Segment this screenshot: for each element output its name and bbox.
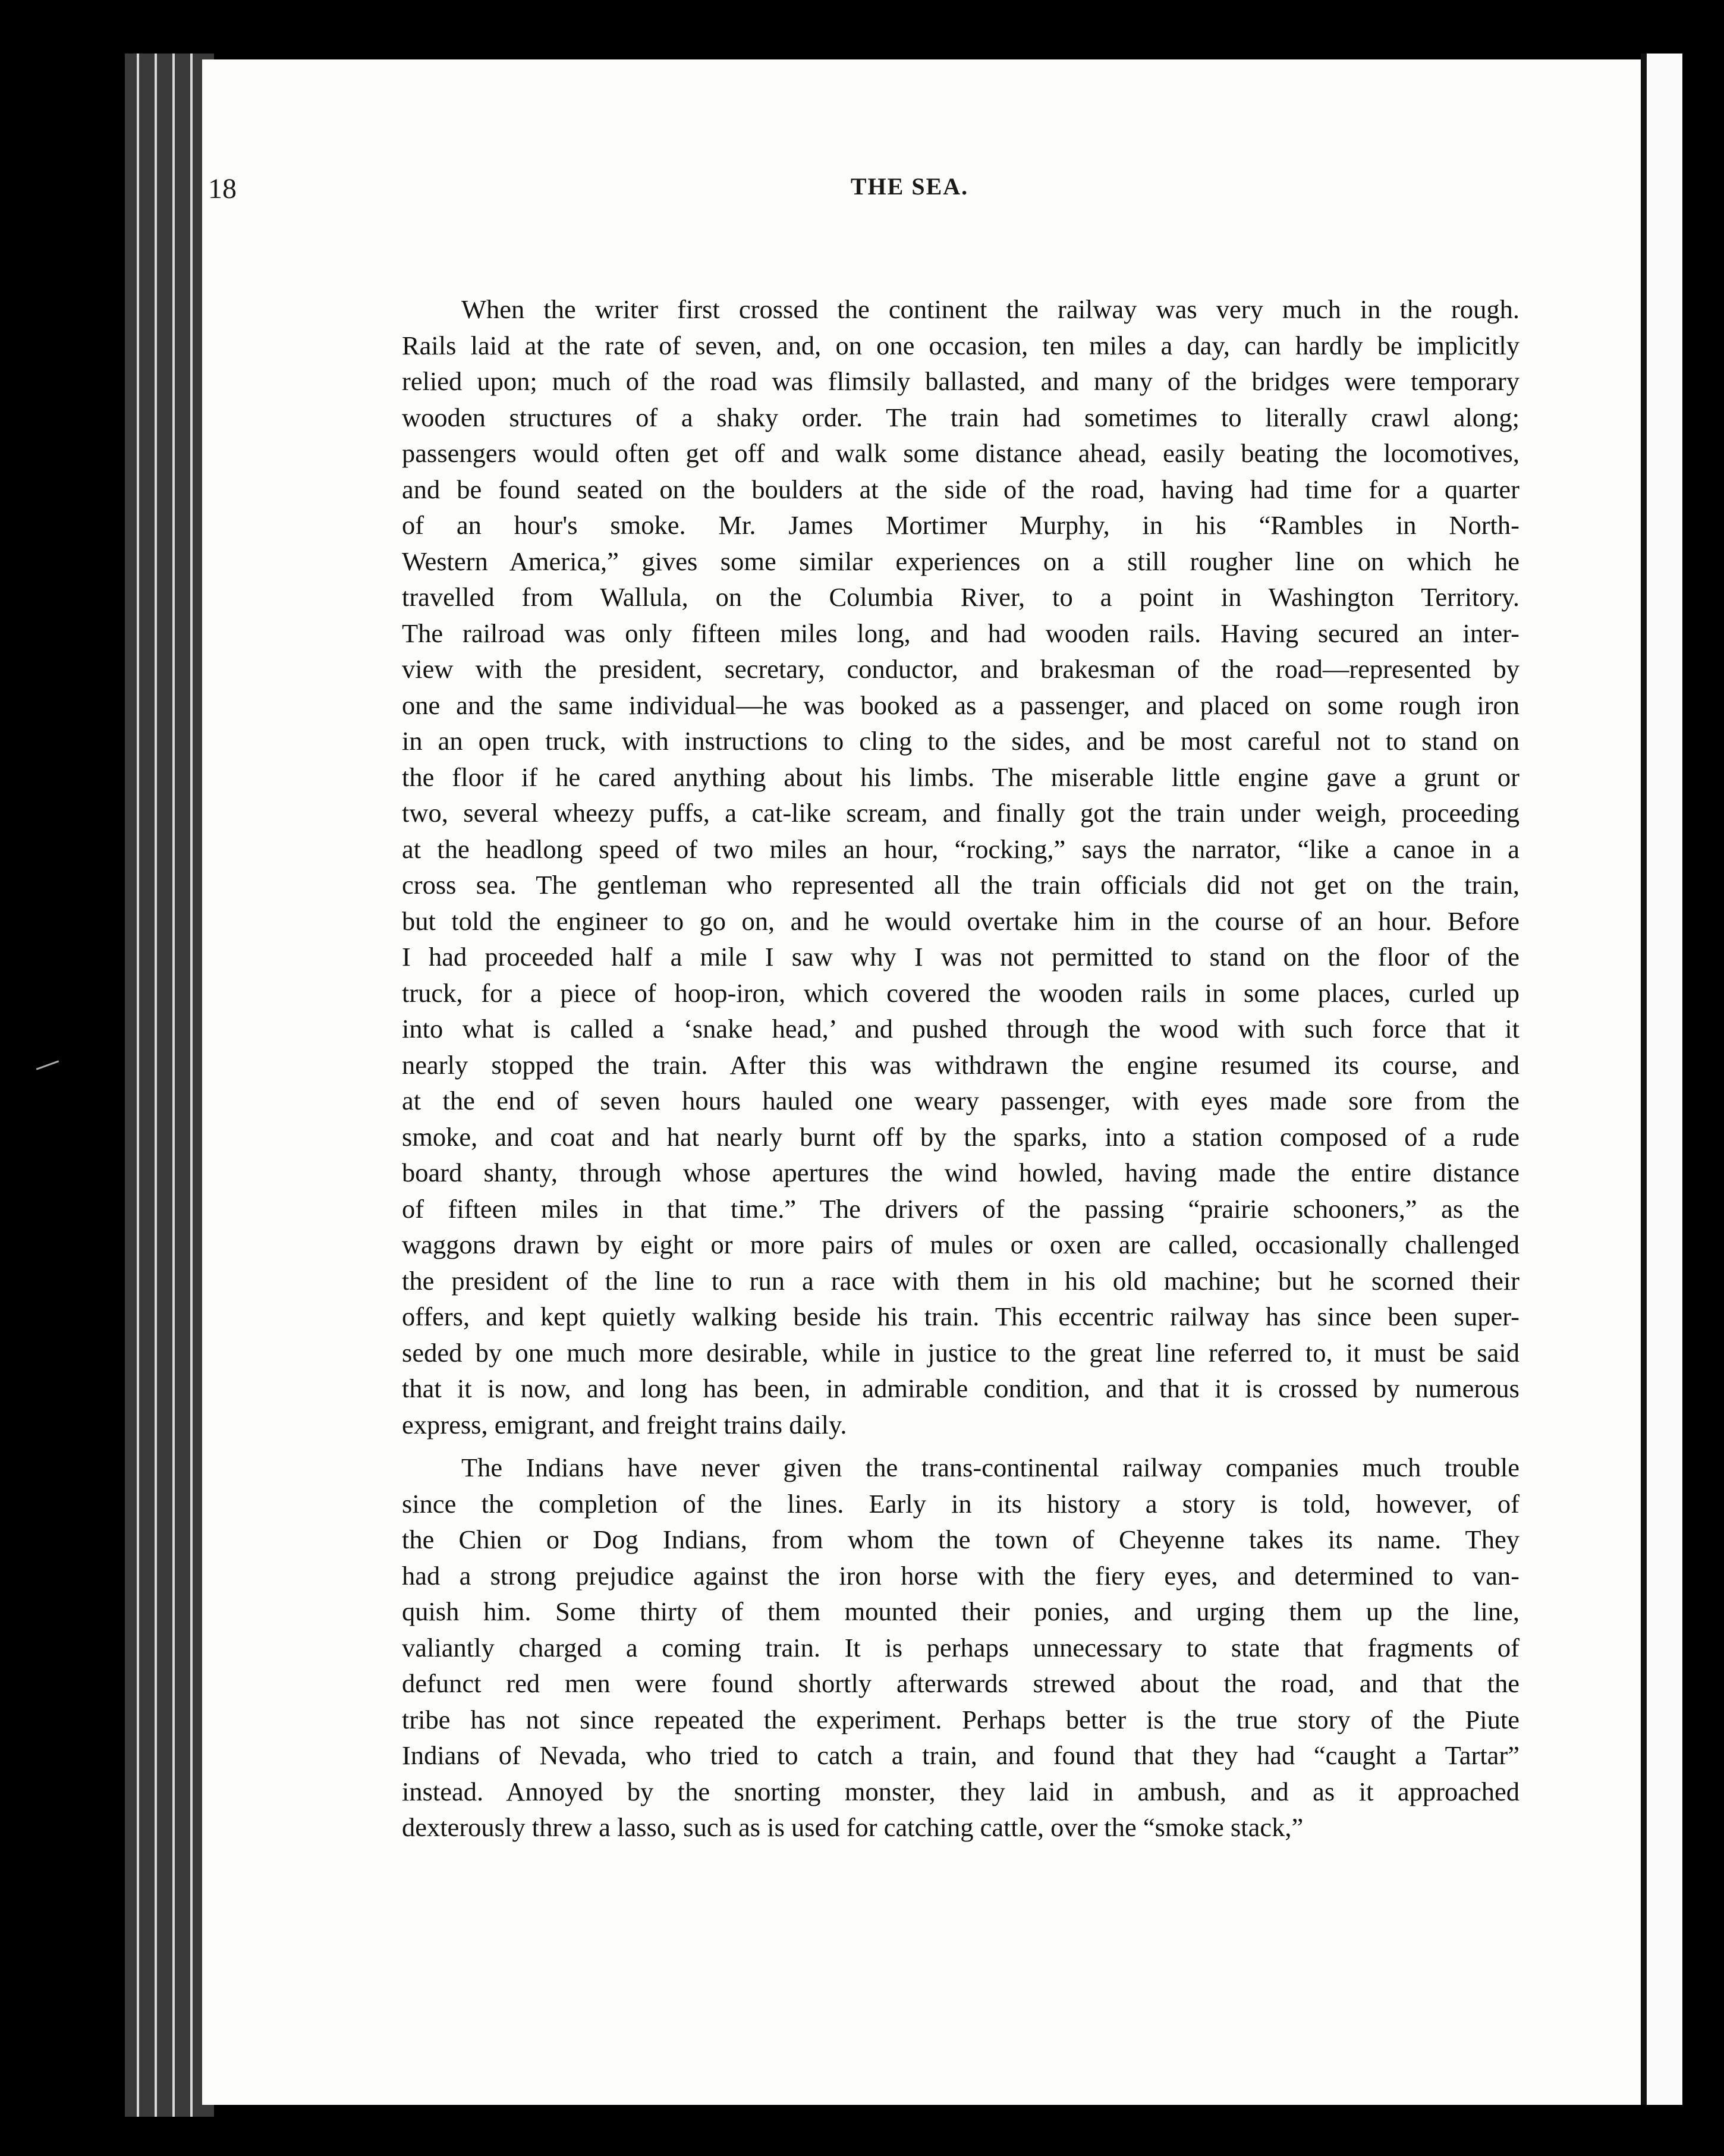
text-line: defunct red men were found shortly afterwards strewed about the road, and that the <box>402 1668 1519 1698</box>
text-line: offers, and kept quietly walking beside his train. This eccentric railway has since been super- <box>402 1302 1519 1331</box>
text-line: passengers would often get off and walk some distance ahead, easily beating the locomotives, <box>402 438 1519 468</box>
paragraph <box>402 1450 1519 1846</box>
body-text <box>402 291 1519 1846</box>
text-line: instead. Annoyed by the snorting monster, they laid in ambush, and as it approached <box>402 1776 1519 1806</box>
text-line: Indians of Nevada, who tried to catch a train, and found that they had “caught a Tartar” <box>402 1740 1519 1770</box>
page-edge-line <box>155 54 157 2117</box>
text-line: since the completion of the lines. Early in its history a story is told, however, of <box>402 1488 1519 1519</box>
text-line: tribe has not since repeated the experiment. Perhaps better is the true story of the Piute <box>402 1704 1519 1734</box>
text-line: but told the engineer to go on, and he would overtake him in the course of an hour. Before <box>402 906 1519 936</box>
text-line: and be found seated on the boulders at the side of the road, having had time for a quarter <box>402 474 1519 504</box>
text-line: the Chien or Dog Indians, from whom the town of Cheyenne takes its name. They <box>402 1525 1519 1554</box>
book-page-edges <box>125 54 214 2117</box>
text-line: travelled from Wallula, on the Columbia River, to a point in Washington Territory. <box>402 582 1519 612</box>
text-line: quish him. Some thirty of them mounted their ponies, and urging them up the line, <box>402 1596 1519 1626</box>
text-line: truck, for a piece of hoop-iron, which covered the wooden rails in some places, curled up <box>402 978 1519 1008</box>
page-edge-line <box>137 54 139 2117</box>
text-line: board shanty, through whose apertures the wind howled, having made the entire distance <box>402 1158 1519 1187</box>
text-line: two, several wheezy puffs, a cat-like scream, and finally got the train under weigh, proceeding <box>402 798 1519 828</box>
text-line: of fifteen miles in that time.” The drivers of the passing “prairie schooners,” as the <box>402 1193 1519 1224</box>
text-line: of an hour's smoke. Mr. James Mortimer Murphy, in his “Rambles in North- <box>402 510 1519 540</box>
running-title: THE SEA. <box>850 173 969 200</box>
text-line: valiantly charged a coming train. It is perhaps unnecessary to state that fragments of <box>402 1632 1519 1662</box>
text-line: the president of the line to run a race with them in his old machine; but he scorned their <box>402 1265 1519 1296</box>
text-line: express, emigrant, and freight trains daily. <box>402 1409 847 1440</box>
text-line: had a strong prejudice against the iron horse with the fiery eyes, and determined to van- <box>402 1560 1519 1591</box>
text-line: I had proceeded half a mile I saw why I was not permitted to stand on the floor of the <box>402 942 1519 972</box>
page-header <box>208 172 1397 214</box>
page-number: 18 <box>208 173 237 205</box>
facing-page-edge <box>1641 54 1682 2105</box>
text-line: smoke, and coat and hat nearly burnt off by the sparks, into a station composed of a rude <box>402 1121 1519 1152</box>
page-edge-line <box>190 54 193 2117</box>
text-line: dexterously threw a lasso, such as is used for catching cattle, over the “smoke stack,” <box>402 1812 1304 1842</box>
text-line: Rails laid at the rate of seven, and, on one occasion, ten miles a day, can hardly be implicitly <box>402 330 1519 360</box>
text-line: waggons drawn by eight or more pairs of mules or oxen are called, occasionally challenged <box>402 1230 1519 1259</box>
text-line: the floor if he cared anything about his limbs. The miserable little engine gave a grunt or <box>402 762 1519 792</box>
text-line: Western America,” gives some similar experiences on a still rougher line on which he <box>402 546 1519 576</box>
text-line: wooden structures of a shaky order. The train had sometimes to literally crawl along; <box>402 402 1519 432</box>
text-line: at the end of seven hours hauled one weary passenger, with eyes made sore from the <box>402 1086 1519 1115</box>
paragraph <box>402 291 1519 1442</box>
text-line: view with the president, secretary, conductor, and brakesman of the road—represented by <box>402 654 1519 684</box>
text-line: relied upon; much of the road was flimsily ballasted, and many of the bridges were temporary <box>402 366 1519 396</box>
text-line: The railroad was only fifteen miles long, and had wooden rails. Having secured an inter- <box>402 618 1519 648</box>
text-line: When the writer first crossed the continent the railway was very much in the rough. <box>461 294 1519 324</box>
text-line: at the headlong speed of two miles an hour, “rocking,” says the narrator, “like a canoe in a <box>402 834 1519 864</box>
margin-mark <box>36 1060 59 1070</box>
text-line: in an open truck, with instructions to cling to the sides, and be most careful not to stand on <box>402 726 1519 756</box>
text-line: one and the same individual—he was booked as a passenger, and placed on some rough iron <box>402 690 1519 720</box>
text-line: The Indians have never given the trans-continental railway companies much trouble <box>461 1453 1519 1482</box>
text-line: seded by one much more desirable, while in justice to the great line referred to, it must be said <box>402 1337 1519 1368</box>
text-line: cross sea. The gentleman who represented all the train officials did not get on the train, <box>402 870 1519 900</box>
text-line: into what is called a ‘snake head,’ and pushed through the wood with such force that it <box>402 1014 1519 1044</box>
text-line: nearly stopped the train. After this was withdrawn the engine resumed its course, and <box>402 1049 1519 1080</box>
text-line: that it is now, and long has been, in admirable condition, and that it is crossed by numerous <box>402 1374 1519 1403</box>
page-edge-line <box>172 54 175 2117</box>
